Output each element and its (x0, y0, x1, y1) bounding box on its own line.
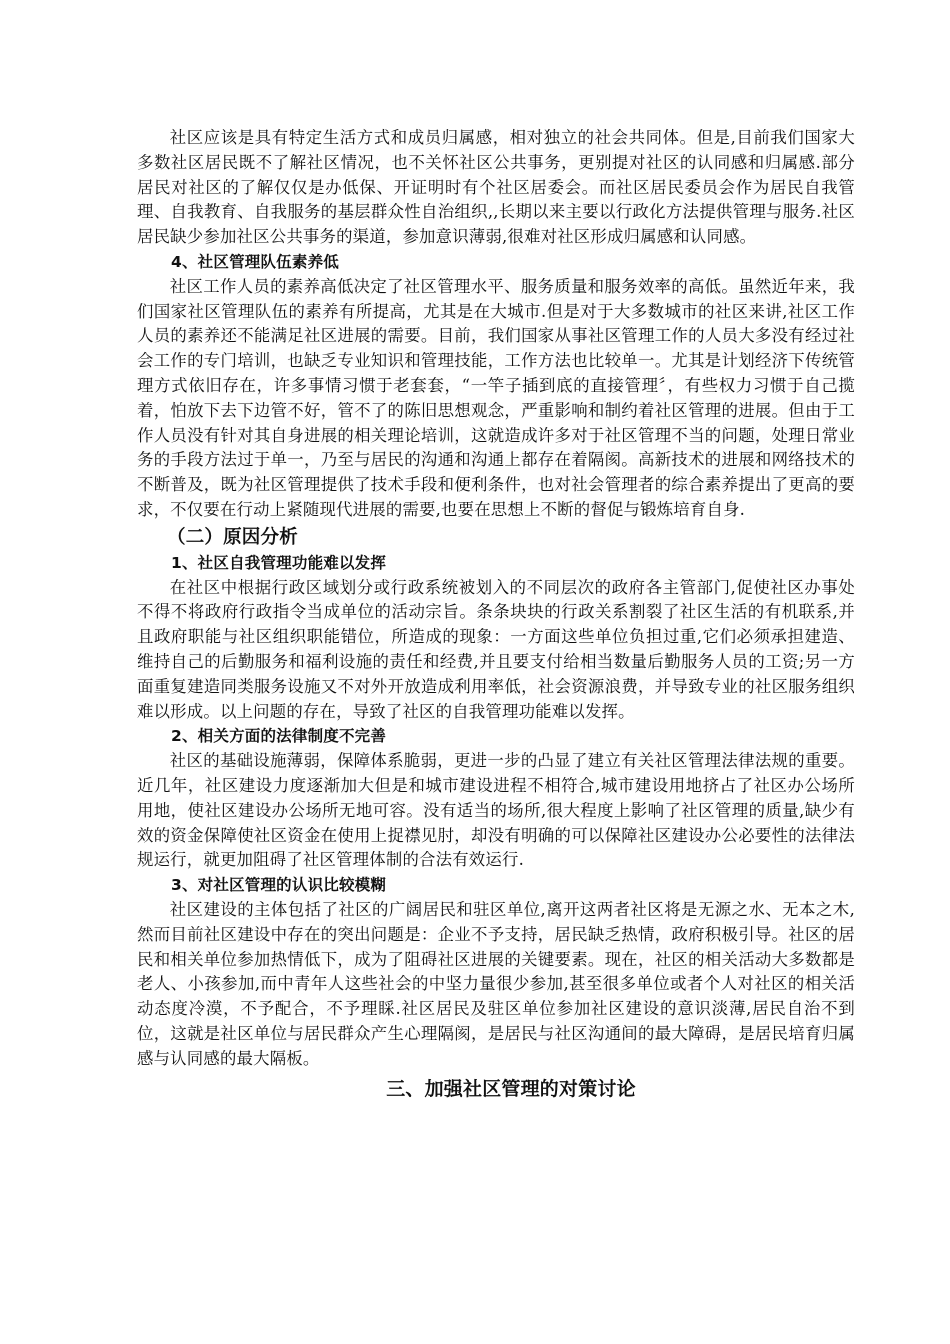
paragraph-community-belonging: 社区应该是具有特定生活方式和成员归属感，相对独立的社会共同体。但是,目前我们国家大多数社区居民既不了解社区情况，也不关怀社区公共事务，更别提对社区的认同感和归属感.部分居民对社区的了解仅仅是办低保、开证明时有个社区居委会。而社区居民委员会作为居民自我管理、自我教育、自我服务的基层群众性自治组织,,长期以来主要以行政化方法提供管理与服务.社区居民缺少参加社区公共事务的渠道，参加意识薄弱,很难对社区形成归属感和认同感。 (137, 128, 855, 247)
paragraph-legal-system: 社区的基础设施薄弱，保障体系脆弱，更进一步的凸显了建立有关社区管理法律法规的重要。近几年，社区建设力度逐渐加大但是和城市建设进程不相符合,城市建设用地挤占了社区办公场所用地，使社区建设办公场所无地可容。没有适当的场所,很大程度上影响了社区管理的质量,缺少有效的资金保障使社区资金在使用上捉襟见肘，却没有明确的可以保障社区建设办公必要性的法律法规运行，就更加阻碍了社区管理体制的合法有效运行. (137, 751, 855, 870)
paragraph-self-management: 在社区中根据行政区域划分或行政系统被划入的不同层次的政府各主管部门,促使社区办事处不得不将政府行政指令当成单位的活动宗旨。条条块块的行政关系割裂了社区生活的有机联系,并且政府职能与社区组织职能错位，所造成的现象：一方面这些单位负担过重,它们必须承担建造、维持自己的后勤服务和福利设施的责任和经费,并且要支付给相当数量后勤服务人员的工资;另一方面重复建造同类服务设施又不对外开放造成利用率低，社会资源浪费，并导致专业的社区服务组织难以形成。以上问题的存在，导致了社区的自我管理功能难以发挥。 (137, 577, 855, 721)
heading-legal-system: 2、相关方面的法律制度不完善 (171, 727, 387, 746)
section-heading-cause-analysis: （二）原因分析 (167, 526, 298, 548)
paragraph-awareness: 社区建设的主体包括了社区的广阔居民和驻区单位,离开这两者社区将是无源之水、无本之木,然而目前社区建设中存在的突出问题是：企业不予支持，居民缺乏热情，政府积极引导。社区的居民和相关单位参加热情低下，成为了阻碍社区进展的关键要素。现在，社区的相关活动大多数都是老人、小孩参加,而中青年人这些社会的中坚力量很少参加,甚至很多单位或者个人对社区的相关活动态度冷漠，不予配合，不予理睬.社区居民及驻区单位参加社区建设的意识淡薄,居民自治不到位，这就是社区单位与居民群众产生心理隔阂，是居民与社区沟通间的最大障碍，是居民培育归属感与认同感的最大隔板。 (137, 899, 855, 1068)
document-body (137, 126, 855, 1103)
heading-self-management: 1、社区自我管理功能难以发挥 (171, 553, 387, 572)
heading-staff-quality: 4、社区管理队伍素养低 (171, 252, 339, 271)
chapter-heading-countermeasures: 三、加强社区管理的对策讨论 (386, 1078, 636, 1101)
heading-awareness: 3、对社区管理的认识比较模糊 (171, 876, 387, 895)
paragraph-staff-quality: 社区工作人员的素养高低决定了社区管理水平、服务质量和服务效率的高低。虽然近年来，我们国家社区管理队伍的素养有所提高，尤其是在大城市.但是对于大多数城市的社区来讲,社区工作人员的素养还不能满足社区进展的需要。目前，我们国家从事社区管理工作的人员大多没有经过社会工作的专门培训，也缺乏专业知识和管理技能，工作方法也比较单一。尤其是计划经济下传统管理方式依旧存在，许多事情习惯于老套套，“一竿子插到底的直接管理〞，有些权力习惯于自己揽着，怕放下去下边管不好，管不了的陈旧思想观念，严重影响和制约着社区管理的进展。但由于工作人员没有针对其自身进展的相关理论培训，这就造成许多对于社区管理不当的问题，处理日常业务的手段方法过于单一，乃至与居民的沟通和沟通上都存在着隔阂。高新技术的进展和网络技术的不断普及，既为社区管理提供了技术手段和便利条件，也对社会管理者的综合素养提出了更高的要求，不仅要在行动上紧随现代进展的需要,也要在思想上不断的督促与锻炼培育自身. (137, 276, 855, 519)
